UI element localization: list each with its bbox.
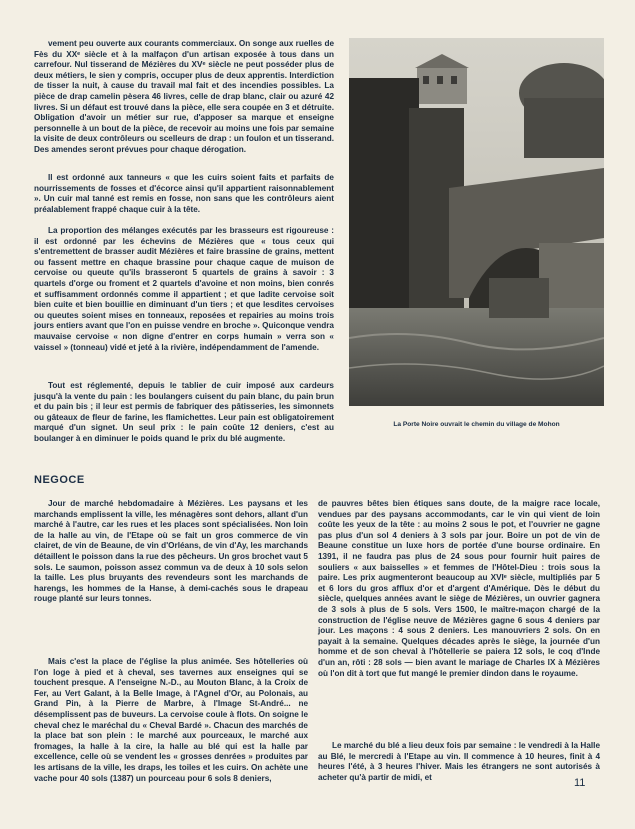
section-title: NEGOCE	[34, 474, 85, 486]
body-paragraph-weavers: vement peu ouverte aux courants commerciaux. On songe aux ruelles de Fès du XXᵉ siècle et à la malfaçon d'un artisan exposée à tous dans un carrefour. Nul tisserand de Mézières du XVᵉ siècle ne peut posséder plus de deux métiers, le sien y compris, occuper plus de deux apprentis. Interdiction de tisser la nuit, à cause du travail mal fait et des incendies possibles. La pièce de drap camelin pèsera 46 livres, celle de drap blanc, clair ou azuré 42 livres. Si un défaut est trouvé dans la pièce, elle sera coupée en 3 et détruite. Obligation d'avoir un métier sur rue, d'apposer sa marque et enseigne personnelle à un bout de la pièce, de recevoir au moins une fois par semaine la visite de deux contrôleurs ou scelleurs de drap : un foulon et un tisserand. Des amendes seront prévues pour chaque dérogation.	[34, 39, 334, 154]
body-paragraph-church-square: Mais c'est la place de l'église la plus animée. Ses hôtelleries où l'on loge à pied et à cheval, ses tavernes aux enseignes qui se touchent presque. A l'enseigne N.-D., au Mouton Blanc, à la Croix de Fer, au Vert Galant, à la Belle Image, à l'Agnel d'Or, au Polonais, au Grand Pin, à la Pierre de Marbre, à l'Image St-André... ne désemplissent pas de buveurs. La cervoise coule à flots. On soigne le cheval chez le maréchal du « Cheval Bardé ». Chacun des marchés de la place bat son plein : le marché aux pourceaux, le marché aux fromages, la halle à la cire, la halle au blé qui est la halle par excellence, celle où se vendent les « grosses denrées » produites par les artisans de la ville, les draps, les toiles et les cuirs. On achète une vache pour 40 sols (1387) un pourceau pour 6 sols 8 deniers,	[34, 657, 308, 783]
body-paragraph-market-day: Jour de marché hebdomadaire à Mézières. Les paysans et les marchands emplissent la ville, les ménagères sont dehors, allant d'un marché à l'autre, car les rues et les places sont spécialisées. Non loin de la halle au vin, de l'Etape où se fait un gros commerce de vin clairet, de vin de Beaune, de vin d'Orléans, de vin d'Ay, les marchands détaillent le poisson dans la rue des pêcheurs. Un gros brochet vaut 5 sols. Le saumon, poisson assez commun va de deux à 10 sols selon la taille. Les plus bruyants des revendeurs sont les marchands de harengs, les hommes de la Hanse, à demi-cachés sous le drapeau rouge planté sur leurs tonnes.	[34, 499, 308, 604]
page-number: 11	[574, 777, 586, 789]
body-paragraph-wheat-market: Le marché du blé a lieu deux fois par semaine : le vendredi à la Halle au Blé, le mercredi à l'Etape au vin. Il commence à 10 heures, finit à 4 heures l'été, à 3 heures l'hiver. Mais les étrangers ne sont autorisés à acheter qu'à partir de midi, et	[318, 741, 600, 782]
body-paragraph-bakers: Tout est réglementé, depuis le tablier de cuir imposé aux cardeurs jusqu'à la vente du pain : les boulangers cuisent du pain blanc, du pain brun et du pain bis ; il leur est permis de fabriquer des pâtisseries, les simonnets ou gâteaux de fleur de farine, les flamichettes. Leur pain est obligatoirement marqué d'un signet. Un seul prix : le pain coûte 12 deniers, c'est au boulanger à en diminuer le poids quand le prix du blé augmente.	[34, 381, 334, 443]
porte-noire-photo	[349, 38, 604, 406]
body-paragraph-prices: de pauvres bêtes bien étiques sans doute, de la maigre race locale, vendues par des paysans accommodants, car le vin qui vient de loin coûte les yeux de la tête : au moins 2 sous le pot, et l'ouvrier ne gagne pas plus d'un sol 4 deniers à 3 sols par jour. Boire un pot de vin de Beaune constitue un luxe hors de portée d'une bourse ordinaire. En 1391, il ne faudra pas plus de 24 sous pour fournir huit paires de souliers « aux baisselles » et femmes de l'Hôtel-Dieu : trois sous la paire. Les prix augmenteront beaucoup au XVIᵉ siècle, multipliés par 5 et 6 lors du gros afflux d'or et d'argent d'Amérique. Dès le début du siècle, quelques années avant le siège de Mézières, un ouvrier gagnera de 3 sols à plus de 5 sols. Vers 1500, le maître-maçon chargé de la construction de l'église neuve de Mézières gagne 6 sous 4 deniers par jour. Les maçons : 4 sous 2 deniers. Les manouvriers 2 sols. On en payait à la semaine. Quelques décades après le siège, la journée d'un homme et de son cheval à l'hôtellerie se paiera 12 sols, le coq d'Inde d'un an, rôti : 28 sols — bien avant le mariage de Charles IX à Mézières où l'on dit à tort que fut mangé le premier dindon dans le royaume.	[318, 499, 600, 678]
body-paragraph-brewers: La proportion des mélanges exécutés par les brasseurs est rigoureuse : il est ordonné par les échevins de Mézières que « tous ceux qui s'entremettent de brasser audit Mézières et faire brassine de grains, mettent ou fassent mettre en chaque brassine pour chaque caque de muison de cervoise ou queute qu'ils brasseront 5 quartels de grains à savoir : 3 quartels d'orge ou froment et 2 quartels d'avoine et non moins, bien conrés et suffisamment ordonnés comme il appartient ; et que ladite cervoise soit bien cuite et bien bouillie en diminuant d'un tiers ; et que lesdites cervoises ou queutes soient mises en tonneaux, reposées et repairies au moins trois jours entiers avant que l'on en puisse vendre en broche ». Quiconque vendra mauvaise cervoise « non digne d'entrer en corps humain » verra son « vaissel » (tonneau) vidé et jeté à la rivière, indépendamment de l'amende.	[34, 226, 334, 352]
body-paragraph-tanners: Il est ordonné aux tanneurs « que les cuirs soient faits et parfaits de nourrissements de fosses et d'écorce ainsi qu'il appartient raisonnablement ». Un cuir mal tanné est remis en fosse, non sans que les contrôleurs aient préalablement frappé chaque cuir à la tête.	[34, 173, 334, 214]
photo-caption: La Porte Noire ouvrait le chemin du village de Mohon	[393, 421, 560, 428]
